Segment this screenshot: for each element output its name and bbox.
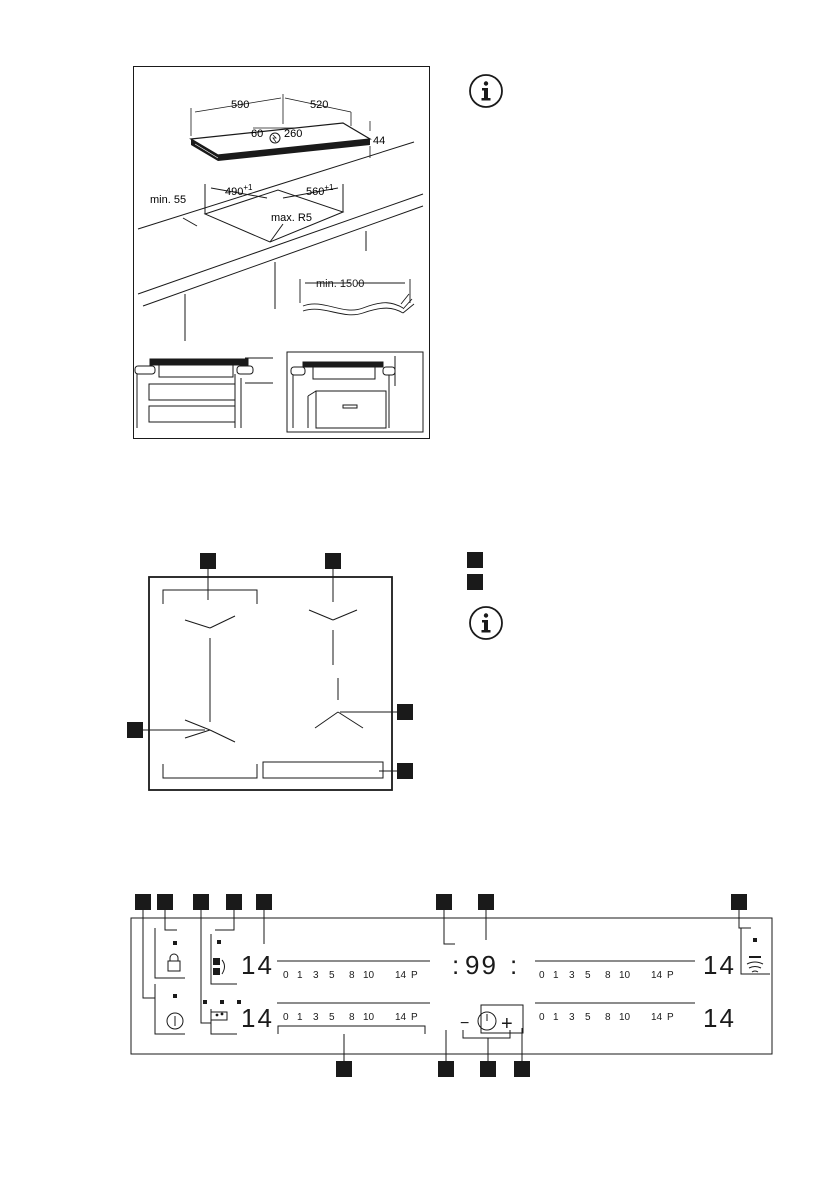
scale-mark[interactable]: P — [667, 970, 674, 981]
callout-square — [127, 722, 143, 738]
control-panel-figure — [125, 888, 775, 1083]
callout-square — [200, 553, 216, 569]
scale-mark[interactable]: 5 — [329, 970, 335, 981]
callout-square — [478, 894, 494, 910]
scale-mark[interactable]: 3 — [569, 1012, 575, 1023]
callout-square — [336, 1061, 352, 1077]
scale-mark[interactable]: 3 — [313, 970, 319, 981]
callout-square — [226, 894, 242, 910]
plus-symbol: + — [501, 1013, 513, 1035]
dim-cut-depth: $560^{+1}$ — [306, 183, 334, 198]
minus-symbol: − — [460, 1015, 470, 1032]
callout-square — [157, 894, 173, 910]
callout-square — [514, 1061, 530, 1077]
scale-mark[interactable]: 5 — [329, 1012, 335, 1023]
scale-mark[interactable]: 8 — [605, 970, 611, 981]
scale-mark[interactable]: 8 — [605, 1012, 611, 1023]
dim-radius: max. R5 — [271, 212, 312, 224]
scale-mark[interactable]: 8 — [349, 970, 355, 981]
scale-mark[interactable]: P — [411, 1012, 418, 1023]
scale-mark[interactable]: 0 — [539, 970, 545, 981]
scale-mark[interactable]: 0 — [283, 1012, 289, 1023]
info-icon — [468, 605, 504, 641]
level-display-left-top: 14 — [241, 950, 274, 980]
callout-square — [438, 1061, 454, 1077]
scale-mark[interactable]: 5 — [585, 1012, 591, 1023]
scale-mark[interactable]: 0 — [283, 970, 289, 981]
dim-height: 44 — [373, 135, 386, 147]
scale-mark[interactable]: 1 — [553, 970, 559, 981]
scale-mark[interactable]: 14 — [651, 1012, 663, 1023]
scale-mark[interactable]: 14 — [395, 1012, 407, 1023]
scale-mark[interactable]: 10 — [619, 1012, 631, 1023]
legend-square — [467, 574, 483, 590]
scale-mark[interactable]: 3 — [569, 970, 575, 981]
callout-square — [193, 894, 209, 910]
dim-rear: 260 — [284, 128, 303, 140]
callout-square — [436, 894, 452, 910]
level-display-right-top: 14 — [703, 950, 736, 980]
info-icon — [468, 73, 504, 109]
scale-mark[interactable]: 10 — [619, 970, 631, 981]
scale-mark[interactable]: 14 — [395, 970, 407, 981]
dim-cable: min. 1500 — [316, 278, 365, 290]
level-display-left-bottom: 14 — [241, 1003, 274, 1033]
scale-mark[interactable]: 5 — [585, 970, 591, 981]
callout-square — [135, 894, 151, 910]
scale-mark[interactable]: 10 — [363, 1012, 375, 1023]
timer-display: 99 — [465, 950, 498, 980]
callout-square — [397, 704, 413, 720]
level-display-right-bottom: 14 — [703, 1003, 736, 1033]
dim-min-front: min. 55 — [150, 194, 187, 206]
scale-mark[interactable]: 1 — [297, 1012, 303, 1023]
scale-mark[interactable]: 8 — [349, 1012, 355, 1023]
scale-mark[interactable]: 0 — [539, 1012, 545, 1023]
dim-cut-width: $490^{+1}$ — [225, 183, 253, 198]
legend-square — [467, 552, 483, 568]
dim-width: 590 — [231, 99, 250, 111]
timer-colon-right: : — [510, 950, 518, 980]
callout-square — [397, 763, 413, 779]
callout-square — [256, 894, 272, 910]
scale-mark[interactable]: 1 — [553, 1012, 559, 1023]
dim-depth: 520 — [310, 99, 329, 111]
callout-square — [480, 1061, 496, 1077]
scale-mark[interactable]: P — [411, 970, 418, 981]
scale-mark[interactable]: 1 — [297, 970, 303, 981]
callout-square — [731, 894, 747, 910]
installation-figure — [133, 66, 430, 439]
scale-mark[interactable]: 14 — [651, 970, 663, 981]
scale-mark[interactable]: 3 — [313, 1012, 319, 1023]
callout-square — [325, 553, 341, 569]
dim-offset: 60 — [251, 128, 264, 140]
scale-mark[interactable]: P — [667, 1012, 674, 1023]
cooking-zones-figure — [125, 550, 421, 796]
timer-colon-left: : — [452, 950, 460, 980]
scale-mark[interactable]: 10 — [363, 970, 375, 981]
